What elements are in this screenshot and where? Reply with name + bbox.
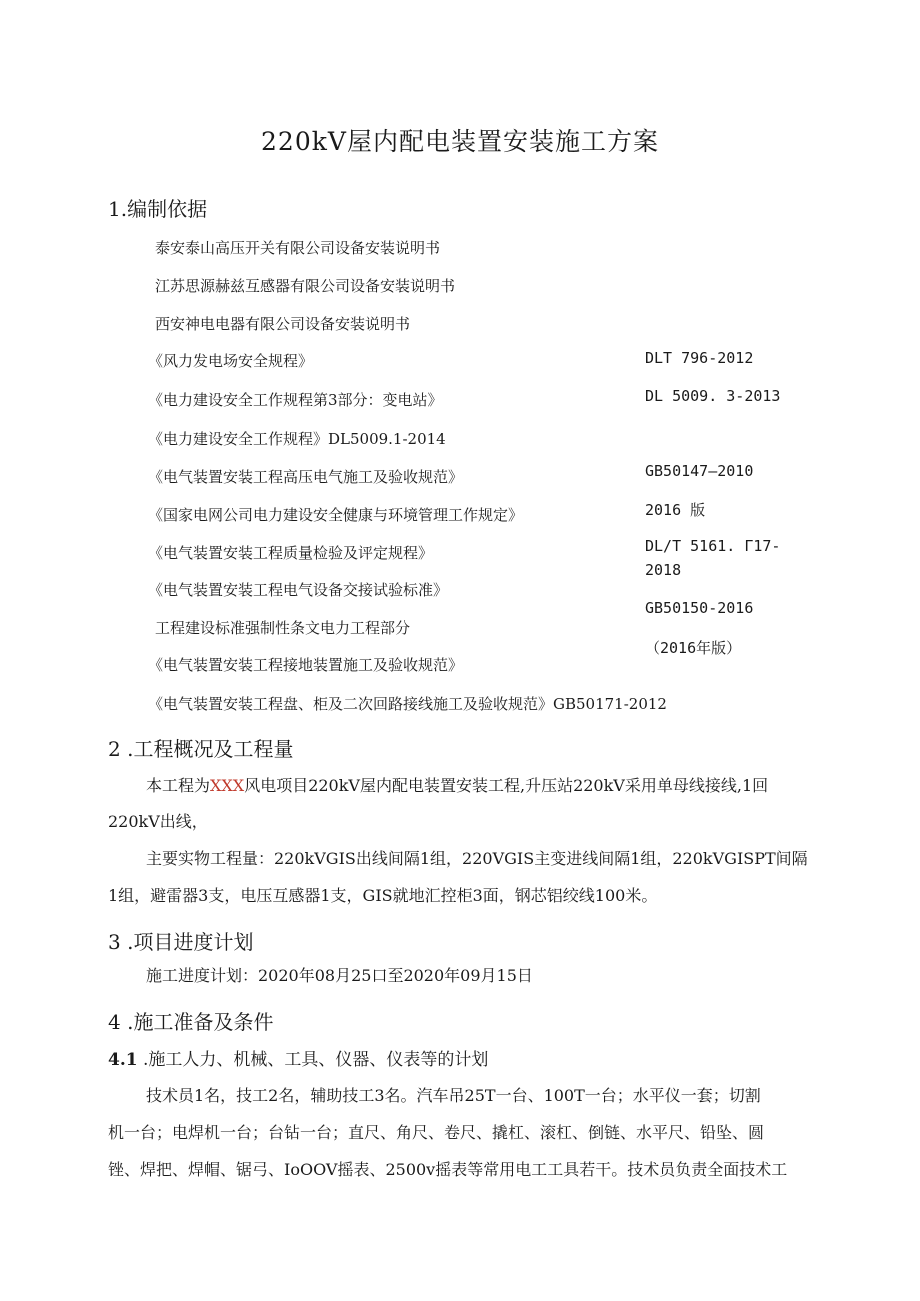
section-1-heading: 1.编制依据 <box>108 197 208 221</box>
quantities-paragraph: 主要实物工程量：220kVGIS出线间隔1组，220VGIS主变进线间隔1组，220kVGISPT间隔 <box>146 849 808 868</box>
reference-item: 泰安泰山高压开关有限公司设备安装说明书 <box>155 239 441 257</box>
overview-text: 风电项目220kV屋内配电装置安装工程,升压站220kV采用单母线接线,1回 <box>244 776 769 795</box>
standard-number: DL/T 5161. Γ17- <box>645 537 781 555</box>
subsection-4-1-heading <box>108 1045 488 1070</box>
overview-text: 本工程为 <box>146 776 211 795</box>
standard-number: DL 5009. 3-2013 <box>645 387 781 405</box>
document-title: 220kV屋内配电装置安装施工方案 <box>261 127 659 156</box>
standard-number: DLT 796-2012 <box>645 349 754 367</box>
reference-item: 《电气装置安装工程接地装置施工及验收规范》 <box>148 656 464 674</box>
schedule-text: 施工进度计划：2020年08月25口至2020年09月15日 <box>146 966 533 985</box>
reference-item: 工程建设标准强制性条文电力工程部分 <box>155 619 411 637</box>
reference-item: 《国家电网公司电力建设安全健康与环境管理工作规定》 <box>148 506 524 524</box>
standard-number: 2016 版 <box>645 501 706 519</box>
overview-paragraph-line: 220kV出线， <box>108 812 208 831</box>
standard-number: 2018 <box>645 561 682 579</box>
quantities-paragraph-line: 1组，避雷器3支，电压互感器1支，GIS就地汇控柜3面，钢芯铝绞线100米。 <box>108 886 658 905</box>
reference-item: 《风力发电场安全规程》 <box>148 352 314 370</box>
reference-item: 《电力建设安全工作规程》DL5009.1-2014 <box>148 430 446 448</box>
standard-number: GB50150-2016 <box>645 599 754 617</box>
subsection-number: 4.1 <box>108 1050 138 1070</box>
reference-item: 西安神电电器有限公司设备安装说明书 <box>155 315 411 333</box>
section-3-heading: 3 .项目进度计划 <box>108 930 254 954</box>
section-4-heading: 4 .施工准备及条件 <box>108 1010 274 1034</box>
reference-item: 《电气装置安装工程电气设备交接试验标准》 <box>148 581 449 599</box>
standard-number: GB50147—2010 <box>645 462 754 480</box>
reference-item: 《电气装置安装工程高压电气施工及验收规范》 <box>148 468 464 486</box>
subsection-title: .施工人力、机械、工具、仪器、仪表等的计划 <box>137 1050 489 1070</box>
resources-paragraph-line: 锉、焊把、焊帽、锯弓、IoOOV摇表、2500v摇表等常用电工工具若干。技术员负责全面技术工 <box>108 1160 788 1179</box>
resources-paragraph: 技术员1名，技工2名，辅助技工3名。汽车吊25T一台、100T一台；水平仪一套；切割 <box>146 1086 761 1105</box>
reference-item: 江苏思源赫兹互感器有限公司设备安装说明书 <box>155 277 456 295</box>
overview-paragraph <box>146 773 768 796</box>
reference-item: 《电气装置安装工程质量检验及评定规程》 <box>148 544 434 562</box>
reference-item: 《电力建设安全工作规程第3部分：变电站》 <box>148 391 443 409</box>
resources-paragraph-line: 机一台；电焊机一台；台钻一台；直尺、角尺、卷尺、撬杠、滚杠、倒链、水平尺、铅坠、圆 <box>108 1123 765 1142</box>
standard-number: （2016年版） <box>645 639 742 657</box>
section-2-heading: 2 .工程概况及工程量 <box>108 737 294 761</box>
project-name-placeholder: XXX <box>210 776 245 795</box>
reference-item: 《电气装置安装工程盘、柜及二次回路接线施工及验收规范》GB50171-2012 <box>148 695 667 713</box>
